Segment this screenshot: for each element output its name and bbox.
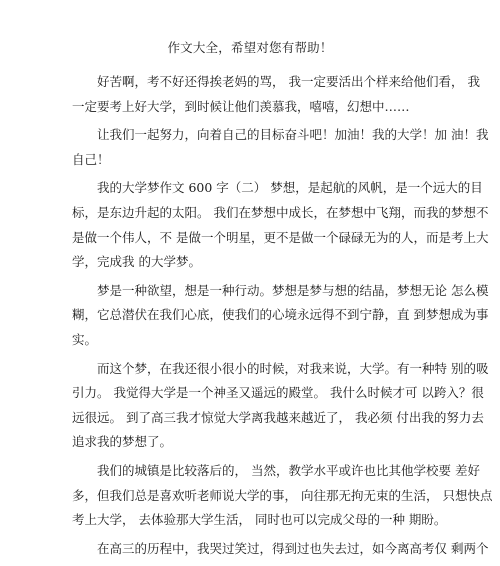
text-line: 远很远。 到了高三我才惊觉大学离我越来越近了， 我必须 付出我的努力去 xyxy=(72,409,484,425)
text-line: 自己！ xyxy=(72,151,110,167)
text-line: 我的大学梦作文 600 字（二） 梦想，是起航的风帆，是一个远大的目 xyxy=(97,180,483,196)
text-line: 追求我的梦想了。 xyxy=(72,434,173,450)
paragraph xyxy=(72,459,493,533)
document-header: 作文大全，希望对您有帮助！ xyxy=(167,40,333,55)
paragraph xyxy=(72,176,489,274)
text-line: 我们的城镇是比较落后的， 当然，教学水平或许也比其他学校要 差好 xyxy=(97,462,480,478)
text-line: 糊，它总潜伏在我们心底，使我们的心境永远得不到宁静，直 到梦想成为事 xyxy=(72,307,489,323)
text-line: 一定要考上好大学，到时候让他们羡慕我，嘻嘻，幻想中…… xyxy=(72,98,410,114)
text-line: 好苦啊，考不好还得挨老妈的骂， 我一定要活出个样来给他们看， 我 xyxy=(97,74,480,89)
paragraph xyxy=(72,279,489,353)
text-line: 而这个梦，在我还很小很小的时候，对我来说，大学。有一种特 别的吸 xyxy=(97,360,489,376)
document-body xyxy=(72,70,493,565)
text-line: 在高三的历程中，我哭过笑过，得到过也失去过，如今离高考仅 剩两个 xyxy=(97,540,489,556)
paragraph xyxy=(72,123,489,172)
paragraph xyxy=(72,70,480,119)
text-line: 学，完成我 的大学梦。 xyxy=(72,254,201,270)
text-line: 实。 xyxy=(72,331,98,347)
text-line: 梦是一种欲望，想是一种行动。梦想是梦与想的结晶，梦想无论 怎么模 xyxy=(97,282,489,298)
text-line: 考上大学， 去体验那大学生活， 同时也可以完成父母的一种 期盼。 xyxy=(72,512,447,528)
text-line: 标，是东边升起的太阳。 我们在梦想中成长，在梦想中飞翔，而我的梦想不 xyxy=(72,204,489,220)
text-line: 引力。 我觉得大学是一个神圣又遥远的殿堂。 我什么时候才可 以跨入？很 xyxy=(72,385,484,401)
paragraph xyxy=(72,537,489,562)
text-line: 多，但我们总是喜欢听老师说大学的事， 向往那无拘无束的生活， 只想快点 xyxy=(72,487,493,503)
text-line: 让我们一起努力，向着自己的目标奋斗吧！加油！我的大学！加 油！我 xyxy=(97,127,489,143)
text-line: 是做一个伟人，不 是做一个明星，更不是做一个碌碌无为的人，而是考上大 xyxy=(72,229,489,245)
paragraph xyxy=(72,357,489,455)
